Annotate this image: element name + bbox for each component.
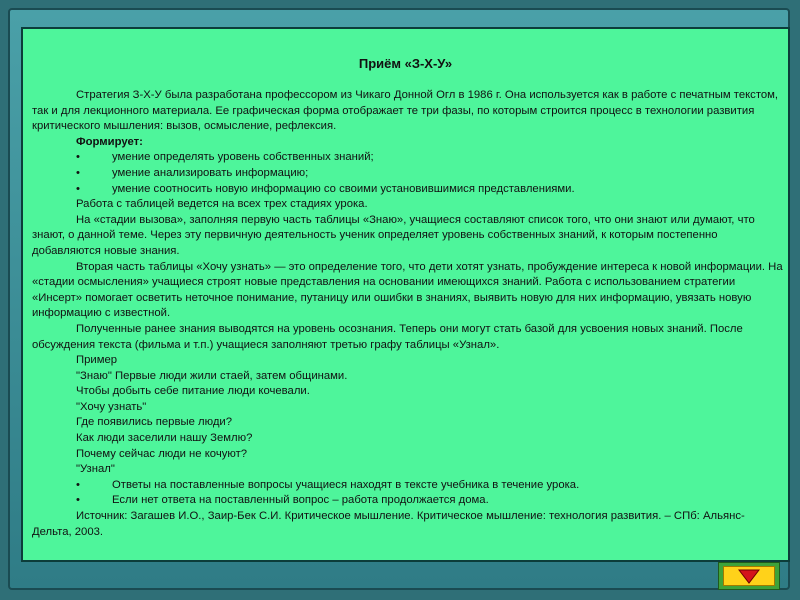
- next-slide-button[interactable]: [718, 562, 780, 590]
- slide-body: [32, 88, 784, 540]
- example-line: "Знаю" Первые люди жили стаей, затем общинами.: [76, 369, 348, 382]
- slide-content: [21, 27, 790, 562]
- forms-item: • умение анализировать информацию;: [32, 166, 784, 182]
- forms-item: • умение определять уровень собственных знаний;: [32, 150, 784, 166]
- bullet-icon: •: [76, 494, 80, 507]
- stage-call-paragraph: На «стадии вызова», заполняя первую часть таблицы «Знаю», учащиеся составляют список того, что они знают или думают, что знают, о данной теме. Через эту первичную деятельность ученик определяет уровень собственных знаний, к которым постепенно добавляются новые знания.: [32, 213, 755, 257]
- stage-reflect-paragraph: Полученные ранее знания выводятся на уровень осознания. Теперь они могут стать базой для усвоения новых знаний. После обсуждения текста (фильма и т.п.) учащиеся заполняют третью графу таблицы «Узнал».: [32, 322, 743, 351]
- bullet-icon: •: [76, 182, 80, 195]
- slide-title: Приём «З-Х-У»: [358, 56, 453, 71]
- example-line: Где появились первые люди?: [76, 416, 233, 429]
- bullet-icon: •: [76, 166, 80, 179]
- triangle-down-icon: [738, 569, 760, 584]
- stage-want-paragraph: Вторая часть таблицы «Хочу узнать» — это определение того, что дети хотят узнать, пробуждение интереса к новой информации. На «стадии осмысления» учащиеся строят новые представления на основании имеющихся знаний. Работа с использованием стратегии «Инсерт» помогает осветить неточное понимание, путаницу или ошибки в знаниях, выявить новую для них информацию, увязать новую информацию с известной.: [32, 260, 783, 320]
- example-line: "Узнал": [76, 463, 115, 476]
- forms-item: • умение соотносить новую информацию со своими установившимися представлениями.: [32, 182, 784, 198]
- learned-item: • Ответы на поставленные вопросы учащиеся находят в тексте учебника в течение урока.: [32, 478, 784, 494]
- table-work-paragraph: Работа с таблицей ведется на всех трех стадиях урока.: [76, 198, 368, 211]
- forms-heading: Формирует:: [76, 135, 143, 148]
- nav-button-face[interactable]: [723, 566, 775, 586]
- bullet-icon: •: [76, 478, 80, 491]
- intro-paragraph: Стратегия З-Х-У была разработана профессором из Чикаго Донной Огл в 1986 г. Она используется как в работе с печатным текстом, так и для лекционного материала. Ее графическая форма отображает те три фазы, по которым строится процесс в технологии развития критического мышления: вызов, осмысление, рефлексия.: [32, 89, 779, 133]
- example-line: Почему сейчас люди не кочуют?: [76, 447, 248, 460]
- learned-item: • Если нет ответа на поставленный вопрос – работа продолжается дома.: [32, 493, 784, 509]
- slide-frame: [8, 8, 790, 590]
- source-paragraph: Источник: Загашев И.О., Заир-Бек С.И. Критическое мышление. Критическое мышление: технология развития. – СПб: Альянс-Дельта, 2003.: [32, 510, 745, 538]
- bullet-icon: •: [76, 151, 80, 164]
- example-line: Чтобы добыть себе питание люди кочевали.: [76, 385, 310, 398]
- example-line: "Хочу узнать": [76, 400, 147, 413]
- example-line: Как люди заселили нашу Землю?: [76, 432, 253, 445]
- example-line: Пример: [76, 354, 118, 367]
